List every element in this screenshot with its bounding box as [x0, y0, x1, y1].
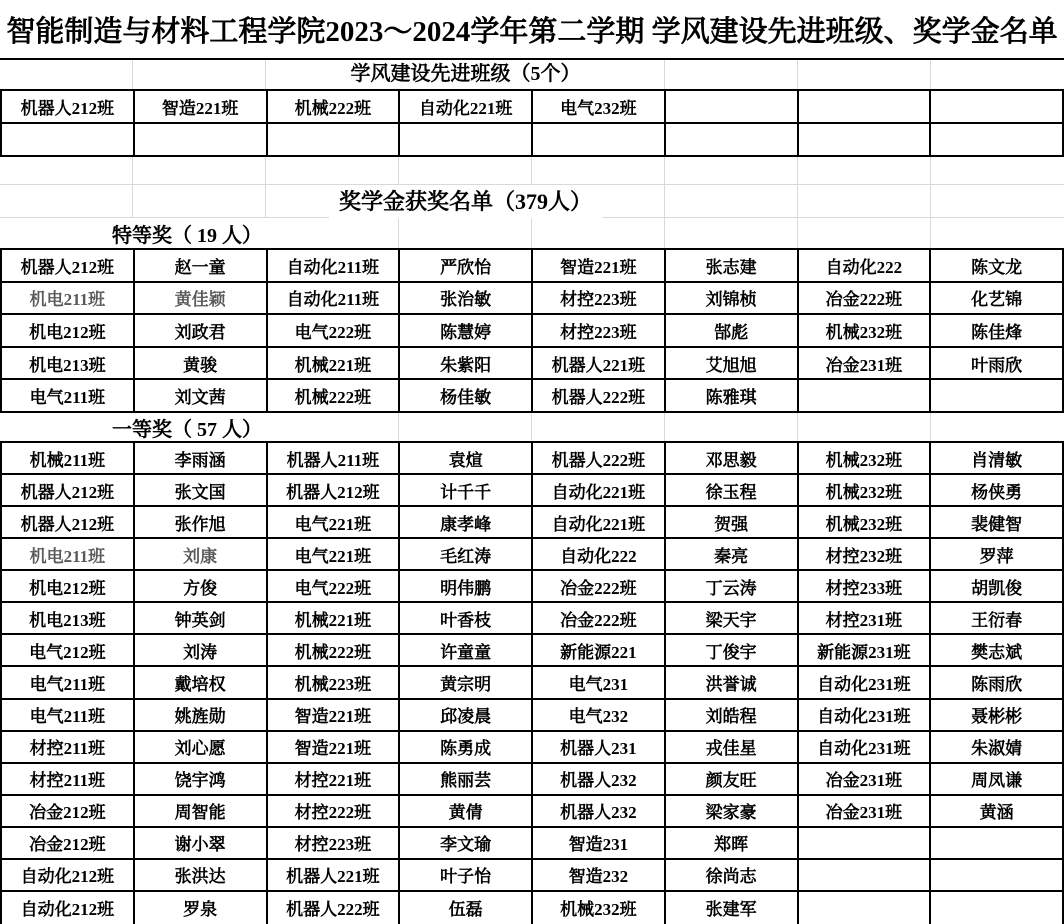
table-cell: 冶金231班 — [799, 796, 932, 828]
table-cell — [400, 124, 533, 157]
table-cell: 张洪达 — [135, 860, 268, 892]
table-cell: 自动化211班 — [268, 250, 401, 283]
table-cell: 陈雅琪 — [666, 380, 799, 413]
gridline-cell — [798, 157, 931, 184]
table-cell: 姚旌勋 — [135, 700, 268, 732]
table-cell: 材控221班 — [268, 764, 401, 796]
table-row — [2, 250, 1064, 283]
table-cell — [931, 860, 1064, 892]
table-row — [2, 828, 1064, 860]
table-row — [2, 892, 1064, 924]
gridline-cell — [931, 218, 1064, 248]
table-cell — [931, 828, 1064, 860]
table-cell: 电气221班 — [268, 507, 401, 539]
table-cell: 王衍春 — [931, 603, 1064, 635]
table-cell: 聂彬彬 — [931, 700, 1064, 732]
table-cell: 机器人221班 — [268, 860, 401, 892]
table-cell: 机械222班 — [268, 91, 401, 124]
table-cell: 刘政君 — [135, 315, 268, 348]
table-cell: 材控211班 — [2, 732, 135, 764]
table-cell: 机器人212班 — [2, 475, 135, 507]
table-cell: 自动化222 — [799, 250, 932, 283]
table-cell: 材控223班 — [268, 828, 401, 860]
table-cell: 冶金212班 — [2, 796, 135, 828]
table-cell: 李雨涵 — [135, 443, 268, 475]
first-prize-table — [0, 441, 1064, 924]
table-cell: 钟英剑 — [135, 603, 268, 635]
advanced-classes-header-band — [0, 60, 1064, 89]
table-cell: 机电213班 — [2, 348, 135, 381]
table-cell: 机械232班 — [799, 475, 932, 507]
table-cell: 刘皓程 — [666, 700, 799, 732]
table-cell: 戎佳星 — [666, 732, 799, 764]
table-cell: 朱淑婧 — [931, 732, 1064, 764]
table-cell: 计千千 — [400, 475, 533, 507]
gridline-cell — [399, 157, 532, 184]
gridline-cell — [798, 413, 931, 441]
table-cell — [799, 91, 932, 124]
table-cell: 洪誉诚 — [666, 667, 799, 699]
table-cell: 新能源231班 — [799, 635, 932, 667]
table-cell: 机械232班 — [799, 507, 932, 539]
table-cell: 电气222班 — [268, 571, 401, 603]
table-cell: 方俊 — [135, 571, 268, 603]
gridline-row — [0, 157, 1064, 184]
table-cell: 机器人232 — [533, 764, 666, 796]
table-cell: 刘心愿 — [135, 732, 268, 764]
table-row — [2, 860, 1064, 892]
table-cell: 智造231 — [533, 828, 666, 860]
table-cell: 机器人222班 — [533, 380, 666, 413]
table-cell: 材控231班 — [799, 603, 932, 635]
table-cell: 冶金231班 — [799, 764, 932, 796]
table-cell: 机器人212班 — [2, 91, 135, 124]
table-cell: 颜友旺 — [666, 764, 799, 796]
table-cell: 叶子怡 — [400, 860, 533, 892]
table-cell: 康孝峰 — [400, 507, 533, 539]
gridline-cell — [133, 157, 266, 184]
table-cell: 自动化211班 — [268, 283, 401, 316]
table-cell: 周智能 — [135, 796, 268, 828]
table-cell: 电气232 — [533, 700, 666, 732]
special-prize-table — [0, 248, 1064, 413]
gridline-cell — [0, 157, 133, 184]
gridline-cell — [665, 157, 798, 184]
gridline-cell — [532, 157, 665, 184]
table-cell: 邱凌晨 — [400, 700, 533, 732]
table-cell: 张建军 — [666, 892, 799, 924]
table-cell: 秦亮 — [666, 539, 799, 571]
page-title: 智能制造与材料工程学院2023～2024学年第二学期 学风建设先进班级、奖学金名单 — [0, 0, 1064, 60]
table-cell: 叶雨欣 — [931, 348, 1064, 381]
gridline-cell — [798, 218, 931, 248]
table-cell: 戴培权 — [135, 667, 268, 699]
table-cell: 智造232 — [533, 860, 666, 892]
table-cell: 电气231 — [533, 667, 666, 699]
table-cell: 梁家豪 — [666, 796, 799, 828]
table-cell — [135, 124, 268, 157]
table-row — [2, 475, 1064, 507]
table-cell: 黄骏 — [135, 348, 268, 381]
table-row — [2, 443, 1064, 475]
scholarship-header: 奖学金获奖名单（379人） — [0, 185, 931, 217]
table-cell: 邓思毅 — [666, 443, 799, 475]
table-cell: 电气211班 — [2, 667, 135, 699]
table-cell: 机器人222班 — [533, 443, 666, 475]
table-cell: 电气221班 — [268, 539, 401, 571]
table-cell: 机械222班 — [268, 380, 401, 413]
table-cell: 自动化231班 — [799, 732, 932, 764]
table-cell: 叶香枝 — [400, 603, 533, 635]
table-cell: 机械232班 — [533, 892, 666, 924]
gridline-cell — [532, 413, 665, 441]
table-cell: 艾旭旭 — [666, 348, 799, 381]
table-cell: 自动化222 — [533, 539, 666, 571]
advanced-classes-table — [0, 89, 1064, 157]
table-cell: 机电211班 — [2, 283, 135, 316]
table-cell — [799, 860, 932, 892]
table-row — [2, 700, 1064, 732]
table-cell: 郑晖 — [666, 828, 799, 860]
table-row — [2, 667, 1064, 699]
table-cell: 机械211班 — [2, 443, 135, 475]
table-cell: 冶金222班 — [799, 283, 932, 316]
table-cell: 樊志斌 — [931, 635, 1064, 667]
table-cell — [799, 124, 932, 157]
table-cell: 陈文龙 — [931, 250, 1064, 283]
spacer-band — [0, 157, 1064, 185]
table-cell: 袁煊 — [400, 443, 533, 475]
table-cell: 机电212班 — [2, 571, 135, 603]
table-cell: 黄佳颖 — [135, 283, 268, 316]
table-row — [2, 315, 1064, 348]
table-cell — [268, 124, 401, 157]
gridline-cell — [931, 185, 1064, 217]
table-cell: 饶宇鸿 — [135, 764, 268, 796]
table-cell — [2, 124, 135, 157]
table-cell: 罗萍 — [931, 539, 1064, 571]
table-cell: 自动化221班 — [533, 475, 666, 507]
gridline-cell — [399, 413, 532, 441]
gridline-cell — [665, 413, 798, 441]
table-cell: 电气222班 — [268, 315, 401, 348]
table-cell — [666, 124, 799, 157]
table-row — [2, 91, 1064, 124]
table-cell: 电气232班 — [533, 91, 666, 124]
table-cell: 材控232班 — [799, 539, 932, 571]
table-cell — [666, 91, 799, 124]
table-cell: 材控233班 — [799, 571, 932, 603]
advanced-classes-header: 学风建设先进班级（5个） — [0, 60, 931, 89]
table-cell: 毛红涛 — [400, 539, 533, 571]
table-cell: 刘涛 — [135, 635, 268, 667]
table-cell: 机械232班 — [799, 443, 932, 475]
table-cell: 材控223班 — [533, 283, 666, 316]
table-cell — [799, 828, 932, 860]
gridline-cell — [931, 60, 1064, 89]
table-cell: 杨佳敏 — [400, 380, 533, 413]
table-cell: 智造221班 — [268, 700, 401, 732]
table-cell: 刘康 — [135, 539, 268, 571]
table-cell: 自动化212班 — [2, 892, 135, 924]
table-cell: 肖清敏 — [931, 443, 1064, 475]
table-cell: 伍磊 — [400, 892, 533, 924]
table-cell: 严欣怡 — [400, 250, 533, 283]
table-row — [2, 635, 1064, 667]
table-row — [2, 507, 1064, 539]
table-cell: 张文国 — [135, 475, 268, 507]
table-cell: 黄倩 — [400, 796, 533, 828]
table-cell: 杨侠勇 — [931, 475, 1064, 507]
table-cell: 许童童 — [400, 635, 533, 667]
gridline-cell — [532, 218, 665, 248]
table-cell: 陈慧婷 — [400, 315, 533, 348]
table-cell: 陈佳烽 — [931, 315, 1064, 348]
table-cell: 陈雨欣 — [931, 667, 1064, 699]
table-cell: 自动化231班 — [799, 700, 932, 732]
table-cell: 电气212班 — [2, 635, 135, 667]
table-cell: 赵一童 — [135, 250, 268, 283]
table-cell: 丁云涛 — [666, 571, 799, 603]
gridline-cell — [266, 218, 399, 248]
table-row — [2, 603, 1064, 635]
table-cell: 冶金231班 — [799, 348, 932, 381]
gridline-cell — [266, 157, 399, 184]
gridline-cell — [931, 413, 1064, 441]
table-cell: 材控211班 — [2, 764, 135, 796]
table-row — [2, 539, 1064, 571]
table-cell — [799, 892, 932, 924]
table-cell: 电气211班 — [2, 700, 135, 732]
table-cell: 机械221班 — [268, 348, 401, 381]
table-cell: 胡凯俊 — [931, 571, 1064, 603]
table-cell: 冶金222班 — [533, 603, 666, 635]
special-prize-label: 特等奖（ 19 人） — [104, 218, 270, 248]
table-cell: 材控223班 — [533, 315, 666, 348]
table-row — [2, 764, 1064, 796]
table-cell: 化艺锦 — [931, 283, 1064, 316]
table-cell: 熊丽芸 — [400, 764, 533, 796]
table-cell: 机器人222班 — [268, 892, 401, 924]
special-prize-label-band — [0, 218, 1064, 248]
table-cell: 智造221班 — [268, 732, 401, 764]
table-cell: 陈勇成 — [400, 732, 533, 764]
table-cell: 自动化231班 — [799, 667, 932, 699]
table-cell: 裴健智 — [931, 507, 1064, 539]
table-cell: 机械222班 — [268, 635, 401, 667]
table-cell: 电气211班 — [2, 380, 135, 413]
table-row — [2, 348, 1064, 381]
table-cell: 黄涵 — [931, 796, 1064, 828]
table-cell: 自动化221班 — [533, 507, 666, 539]
table-cell: 新能源221 — [533, 635, 666, 667]
table-cell: 机电213班 — [2, 603, 135, 635]
table-cell: 郜彪 — [666, 315, 799, 348]
table-cell: 刘文茜 — [135, 380, 268, 413]
table-cell: 机电211班 — [2, 539, 135, 571]
table-cell: 机器人212班 — [2, 250, 135, 283]
table-cell: 材控222班 — [268, 796, 401, 828]
table-cell — [931, 91, 1064, 124]
table-cell: 徐尚志 — [666, 860, 799, 892]
gridline-cell — [266, 413, 399, 441]
table-cell: 机器人232 — [533, 796, 666, 828]
table-cell: 李文瑜 — [400, 828, 533, 860]
table-cell: 谢小翠 — [135, 828, 268, 860]
table-row — [2, 124, 1064, 157]
table-cell: 冶金222班 — [533, 571, 666, 603]
table-cell: 自动化212班 — [2, 860, 135, 892]
table-cell: 刘锦桢 — [666, 283, 799, 316]
table-cell: 张志建 — [666, 250, 799, 283]
table-cell: 自动化221班 — [400, 91, 533, 124]
table-row — [2, 732, 1064, 764]
table-cell — [533, 124, 666, 157]
table-cell: 周凤谦 — [931, 764, 1064, 796]
table-cell: 冶金212班 — [2, 828, 135, 860]
table-cell: 机械223班 — [268, 667, 401, 699]
table-cell: 机电212班 — [2, 315, 135, 348]
table-cell — [931, 380, 1064, 413]
table-cell: 机器人221班 — [533, 348, 666, 381]
table-cell: 黄宗明 — [400, 667, 533, 699]
gridline-cell — [665, 218, 798, 248]
table-cell: 机械221班 — [268, 603, 401, 635]
gridline-cell — [931, 157, 1064, 184]
table-cell: 张作旭 — [135, 507, 268, 539]
table-cell: 梁天宇 — [666, 603, 799, 635]
first-prize-label-band — [0, 413, 1064, 441]
table-cell: 机器人212班 — [2, 507, 135, 539]
table-cell: 机器人212班 — [268, 475, 401, 507]
table-cell: 机器人211班 — [268, 443, 401, 475]
table-cell: 智造221班 — [135, 91, 268, 124]
table-cell: 张治敏 — [400, 283, 533, 316]
gridline-cell — [399, 218, 532, 248]
table-cell — [931, 124, 1064, 157]
table-row — [2, 571, 1064, 603]
table-cell: 徐玉程 — [666, 475, 799, 507]
table-row — [2, 283, 1064, 316]
table-cell: 智造221班 — [533, 250, 666, 283]
table-cell: 朱紫阳 — [400, 348, 533, 381]
table-row — [2, 380, 1064, 413]
table-row — [2, 796, 1064, 828]
table-cell: 明伟鹏 — [400, 571, 533, 603]
table-cell: 机械232班 — [799, 315, 932, 348]
scholarship-header-band — [0, 185, 1064, 218]
table-cell: 丁俊宇 — [666, 635, 799, 667]
first-prize-label: 一等奖（ 57 人） — [104, 413, 270, 441]
table-cell — [799, 380, 932, 413]
table-cell: 贺强 — [666, 507, 799, 539]
table-cell: 罗泉 — [135, 892, 268, 924]
table-cell — [931, 892, 1064, 924]
table-cell: 机器人231 — [533, 732, 666, 764]
